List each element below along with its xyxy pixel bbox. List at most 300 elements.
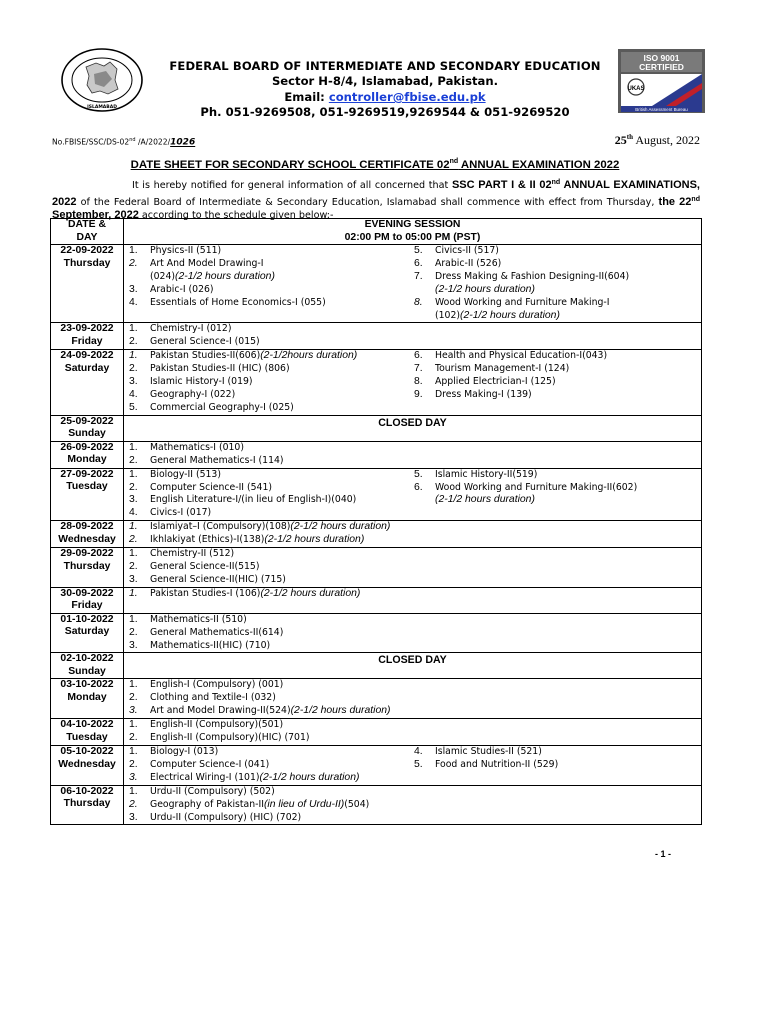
subject-name: (024) bbox=[150, 270, 175, 282]
session-header-line-1: EVENING SESSION bbox=[364, 219, 461, 230]
exam-entry bbox=[124, 548, 409, 561]
entry-text bbox=[150, 534, 409, 547]
entry-number: 2. bbox=[129, 758, 138, 770]
subject-name: Biology-II (513) bbox=[150, 468, 221, 480]
subjects-right-column bbox=[409, 442, 701, 468]
exam-entry bbox=[124, 574, 409, 587]
subjects-columns bbox=[124, 350, 701, 415]
subjects-cell bbox=[124, 587, 702, 613]
exam-day: Wednesday bbox=[58, 758, 116, 770]
entry-text bbox=[150, 614, 409, 627]
exam-day: Saturday bbox=[64, 362, 110, 374]
entry-text bbox=[150, 455, 409, 468]
date-sheet-table bbox=[50, 218, 702, 825]
exam-entry bbox=[124, 719, 409, 732]
entry-text bbox=[150, 719, 409, 732]
intro-bold-3-sup: nd bbox=[691, 195, 700, 203]
subjects-columns bbox=[124, 679, 701, 718]
entry-number: 3. bbox=[129, 494, 138, 506]
subjects-cell bbox=[124, 719, 702, 746]
subjects-cell bbox=[124, 613, 702, 653]
entry-text bbox=[435, 482, 701, 495]
subjects-columns bbox=[124, 323, 701, 349]
exam-entry bbox=[409, 258, 701, 271]
entry-number: 3. bbox=[129, 376, 138, 388]
entry-number: 3. bbox=[129, 771, 138, 783]
exam-day: Tuesday bbox=[66, 731, 108, 743]
exam-date: 05-10-2022 bbox=[60, 746, 114, 757]
entry-text bbox=[150, 746, 409, 759]
date-cell bbox=[51, 548, 124, 588]
subjects-columns bbox=[124, 442, 701, 468]
subject-name: Islamic History-II(519) bbox=[435, 468, 538, 480]
exam-entry bbox=[124, 271, 409, 284]
exam-entry bbox=[124, 746, 409, 759]
exam-entry bbox=[124, 402, 409, 415]
entry-text bbox=[150, 679, 409, 692]
entry-text bbox=[150, 772, 409, 785]
iso-footer-text: British Assessment Bureau bbox=[635, 107, 688, 112]
exam-entry bbox=[124, 732, 409, 745]
entry-number: 4. bbox=[129, 296, 138, 308]
entry-text bbox=[150, 297, 409, 310]
entry-text bbox=[150, 588, 409, 601]
entry-number: 1. bbox=[129, 719, 138, 731]
subject-name: Arabic-II (526) bbox=[435, 257, 502, 269]
table-row bbox=[51, 746, 702, 786]
duration-note: (2-1/2 hours duration) bbox=[290, 521, 391, 533]
entry-text bbox=[435, 376, 701, 389]
entry-text bbox=[150, 389, 409, 402]
entry-number: 2. bbox=[129, 257, 138, 269]
subjects-cell bbox=[124, 785, 702, 825]
exam-entry bbox=[409, 350, 701, 363]
subject-name: Dress Making & Fashion Designing-II(604) bbox=[435, 270, 630, 282]
subject-name: Art and Model Drawing-II(524) bbox=[150, 705, 291, 717]
date-cell bbox=[51, 415, 124, 441]
org-email-line bbox=[150, 90, 620, 104]
subject-name: English Literature-I/(in lieu of English-I)(040) bbox=[150, 494, 357, 506]
subjects-left-column bbox=[124, 323, 409, 349]
subjects-left-column bbox=[124, 521, 409, 547]
entry-text bbox=[150, 548, 409, 561]
subject-name: Urdu-II (Compulsory) (HIC) (702) bbox=[150, 811, 302, 823]
exam-entry bbox=[124, 350, 409, 363]
entry-text bbox=[150, 284, 409, 297]
subjects-right-column bbox=[409, 588, 701, 601]
entry-text bbox=[150, 627, 409, 640]
entry-text bbox=[435, 389, 701, 402]
subject-name: Mathematics-II(HIC) (710) bbox=[150, 639, 271, 651]
entry-text bbox=[150, 521, 409, 534]
exam-entry bbox=[124, 521, 409, 534]
exam-entry bbox=[409, 245, 701, 258]
date-cell bbox=[51, 441, 124, 468]
subjects-columns bbox=[124, 786, 701, 825]
entry-text bbox=[150, 442, 409, 455]
exam-entry bbox=[124, 692, 409, 705]
subject-name: General Mathematics-I (114) bbox=[150, 454, 284, 466]
date-header-line-1: DATE & bbox=[68, 219, 106, 230]
duration-note: (2-1/2 hours duration) bbox=[460, 309, 560, 321]
entry-text bbox=[435, 469, 701, 482]
entry-text bbox=[150, 363, 409, 376]
exam-day: Tuesday bbox=[66, 481, 108, 493]
subjects-left-column bbox=[124, 442, 409, 468]
exam-entry bbox=[124, 614, 409, 627]
exam-entry bbox=[124, 442, 409, 455]
subject-name: Computer Science-II (541) bbox=[150, 481, 273, 493]
exam-entry bbox=[124, 705, 409, 718]
subjects-columns bbox=[124, 245, 701, 322]
subject-name: General Science-II(515) bbox=[150, 560, 260, 572]
exam-date: 26-09-2022 bbox=[60, 441, 114, 453]
exam-entry bbox=[124, 507, 409, 520]
exam-date: 24-09-2022 bbox=[60, 350, 114, 362]
entry-text bbox=[435, 494, 701, 507]
subjects-right-column bbox=[409, 679, 701, 718]
date-cell bbox=[51, 746, 124, 786]
duration-note: (2-1/2 hours duration) bbox=[290, 705, 391, 717]
subject-name: Islamic Studies-II (521) bbox=[435, 746, 542, 757]
org-address: Sector H-8/4, Islamabad, Pakistan. bbox=[271, 74, 499, 88]
subjects-right-column bbox=[409, 245, 701, 322]
entry-number bbox=[409, 494, 435, 507]
entry-text bbox=[150, 507, 409, 520]
entry-number: 6. bbox=[414, 350, 423, 362]
entry-number bbox=[409, 310, 435, 323]
document-title bbox=[50, 158, 700, 171]
subjects-cell bbox=[124, 521, 702, 548]
exam-day: Friday bbox=[71, 600, 103, 612]
exam-date: 30-09-2022 bbox=[60, 587, 114, 599]
subjects-cell bbox=[124, 468, 702, 521]
entry-number: 1. bbox=[129, 587, 138, 599]
exam-date: 02-10-2022 bbox=[60, 653, 114, 665]
exam-day: Wednesday bbox=[58, 533, 116, 545]
exam-entry bbox=[124, 323, 409, 336]
subject-name: Computer Science-I (041) bbox=[150, 758, 270, 770]
exam-entry bbox=[124, 284, 409, 297]
subjects-right-column bbox=[409, 719, 701, 745]
entry-number: 1. bbox=[129, 245, 138, 256]
subject-name: Electrical Wiring-I (101) bbox=[150, 771, 260, 783]
exam-entry bbox=[124, 561, 409, 574]
intro-text-3: according to the schedule given below:- bbox=[138, 210, 334, 222]
email-link[interactable]: controller@fbise.edu.pk bbox=[328, 90, 486, 104]
closed-day-cell: CLOSED DAY bbox=[124, 653, 702, 679]
entry-number bbox=[409, 284, 435, 297]
entry-text bbox=[435, 245, 701, 258]
exam-entry bbox=[124, 336, 409, 349]
exam-entry bbox=[409, 363, 701, 376]
exam-day: Monday bbox=[67, 691, 107, 703]
exam-date: 22-09-2022 bbox=[60, 245, 114, 256]
entry-text bbox=[150, 561, 409, 574]
entry-number: 2. bbox=[129, 732, 138, 744]
entry-number: 2. bbox=[129, 481, 138, 493]
exam-date: 04-10-2022 bbox=[60, 719, 114, 731]
subjects-columns bbox=[124, 469, 701, 521]
entry-number: 2. bbox=[129, 363, 138, 375]
subject-name: Geography-I (022) bbox=[150, 388, 236, 400]
duration-note: (2-1/2 hours duration) bbox=[435, 283, 535, 295]
entry-number: 2. bbox=[129, 798, 138, 810]
exam-day: Sunday bbox=[68, 665, 106, 677]
reference-number bbox=[52, 137, 195, 148]
exam-date: 06-10-2022 bbox=[60, 785, 114, 797]
duration-note: (2-1/2 hours duration) bbox=[435, 494, 535, 506]
subject-name: Islamiyat–I (Compulsory)(108) bbox=[150, 521, 291, 533]
email-label: Email: bbox=[284, 90, 329, 104]
exam-entry bbox=[124, 799, 409, 812]
entry-number: 4. bbox=[129, 388, 138, 400]
date-cell bbox=[51, 323, 124, 350]
table-row bbox=[51, 785, 702, 825]
duration-note: (2-1/2 hours duration) bbox=[259, 771, 360, 783]
page-number: - 1 - bbox=[655, 849, 672, 859]
intro-bold-4: September, 2022 bbox=[52, 209, 139, 222]
subjects-right-column bbox=[409, 469, 701, 521]
table-row bbox=[51, 441, 702, 468]
exam-entry bbox=[124, 640, 409, 653]
subject-name: Clothing and Textile-I (032) bbox=[150, 692, 276, 704]
org-name: FEDERAL BOARD OF INTERMEDIATE AND SECONDARY EDUCATION bbox=[169, 59, 601, 73]
entry-number: 7. bbox=[414, 363, 423, 375]
subjects-left-column bbox=[124, 614, 409, 653]
subject-name: Geography of Pakistan-II bbox=[150, 798, 264, 810]
session-header bbox=[124, 219, 702, 245]
subjects-left-column bbox=[124, 548, 409, 587]
entry-number: 5. bbox=[414, 468, 423, 480]
entry-text bbox=[150, 323, 409, 336]
intro-text-2: of the Federal Board of Intermediate & Secondary Education, Islamabad shall commence with effect from Thursday, bbox=[76, 196, 659, 208]
subjects-cell bbox=[124, 441, 702, 468]
entry-number: 4. bbox=[129, 507, 138, 519]
exam-entry bbox=[124, 455, 409, 468]
date-cell bbox=[51, 679, 124, 719]
table-row bbox=[51, 521, 702, 548]
subject-name: Civics-I (017) bbox=[150, 507, 212, 519]
exam-entry bbox=[409, 469, 701, 482]
exam-entry bbox=[409, 746, 701, 759]
subjects-cell bbox=[124, 323, 702, 350]
subject-name: Art And Model Drawing-I bbox=[150, 257, 264, 269]
entry-text bbox=[435, 258, 701, 271]
entry-number: 2. bbox=[129, 626, 138, 638]
iso-text-1: ISO 9001 bbox=[643, 53, 680, 63]
exam-entry bbox=[124, 389, 409, 402]
subject-name: Tourism Management-I (124) bbox=[435, 363, 570, 375]
fbise-logo bbox=[60, 47, 144, 113]
exam-entry bbox=[124, 494, 409, 507]
entry-text bbox=[150, 786, 409, 799]
exam-entry bbox=[124, 772, 409, 785]
subjects-cell bbox=[124, 679, 702, 719]
exam-entry bbox=[409, 389, 701, 402]
exam-entry bbox=[409, 759, 701, 772]
subjects-cell bbox=[124, 245, 702, 323]
subject-code: (504) bbox=[344, 798, 370, 810]
entry-number: 1. bbox=[129, 350, 138, 362]
entry-number: 3. bbox=[129, 283, 138, 295]
iso-certified-badge bbox=[618, 49, 705, 113]
subjects-right-column bbox=[409, 350, 701, 415]
subject-name: General Science-I (015) bbox=[150, 336, 260, 348]
subjects-right-column bbox=[409, 548, 701, 587]
entry-text bbox=[150, 402, 409, 415]
subjects-right-column bbox=[409, 521, 701, 547]
subjects-columns bbox=[124, 588, 701, 601]
entry-number: 3. bbox=[129, 811, 138, 823]
exam-entry bbox=[409, 297, 701, 310]
subject-name: Civics-II (517) bbox=[435, 245, 499, 256]
entry-text bbox=[150, 692, 409, 705]
entry-number: 3. bbox=[129, 639, 138, 651]
subjects-left-column bbox=[124, 588, 409, 601]
duration-note: (2-1/2 hours duration) bbox=[264, 534, 365, 546]
exam-entry bbox=[409, 271, 701, 284]
entry-number: 8. bbox=[414, 296, 423, 308]
entry-number: 5. bbox=[414, 245, 423, 256]
entry-text bbox=[150, 705, 409, 718]
table-row bbox=[51, 245, 702, 323]
entry-text bbox=[150, 376, 409, 389]
entry-number: 7. bbox=[414, 270, 423, 282]
entry-number: 1. bbox=[129, 785, 138, 797]
date-cell bbox=[51, 653, 124, 679]
entry-text bbox=[150, 271, 409, 284]
date-cell bbox=[51, 613, 124, 653]
exam-entry bbox=[409, 284, 701, 297]
exam-entry bbox=[124, 679, 409, 692]
duration-note: (2-1/2hours duration) bbox=[260, 350, 358, 362]
subjects-right-column bbox=[409, 746, 701, 785]
subjects-left-column bbox=[124, 679, 409, 718]
subjects-cell bbox=[124, 350, 702, 416]
entry-text bbox=[150, 336, 409, 349]
subject-name: Applied Electrician-I (125) bbox=[435, 376, 556, 388]
exam-date: 25-09-2022 bbox=[60, 415, 114, 427]
subject-name: Urdu-II (Compulsory) (502) bbox=[150, 785, 275, 797]
entry-text bbox=[150, 799, 409, 812]
date-cell bbox=[51, 719, 124, 746]
svg-text:ISLAMABAD: ISLAMABAD bbox=[87, 105, 117, 110]
subjects-columns bbox=[124, 548, 701, 587]
exam-entry bbox=[409, 310, 701, 323]
entry-text bbox=[150, 258, 409, 271]
subject-name: English-I (Compulsory) (001) bbox=[150, 679, 284, 691]
title-sup: nd bbox=[449, 158, 459, 165]
subject-name: Health and Physical Education-I(043) bbox=[435, 350, 608, 362]
duration-note: (2-1/2 hours duration) bbox=[260, 587, 361, 599]
date-rest: August, 2022 bbox=[632, 133, 700, 147]
date-cell bbox=[51, 245, 124, 323]
entry-text bbox=[435, 284, 701, 297]
subject-name: Arabic-I (026) bbox=[150, 283, 214, 295]
entry-text bbox=[435, 746, 701, 759]
exam-entry bbox=[124, 534, 409, 547]
date-day-header bbox=[51, 219, 124, 245]
intro-bold-1-sup: nd bbox=[551, 179, 561, 186]
table-row bbox=[51, 350, 702, 416]
entry-text bbox=[435, 759, 701, 772]
ref-prefix: No.FBISE/SSC/DS-02 bbox=[52, 137, 130, 147]
subjects-columns bbox=[124, 521, 701, 547]
subject-name: Islamic History-I (019) bbox=[150, 376, 253, 388]
date-cell bbox=[51, 468, 124, 521]
entry-number: 1. bbox=[129, 679, 138, 691]
entry-number: 8. bbox=[414, 376, 423, 388]
subject-name: Essentials of Home Economics-I (055) bbox=[150, 296, 326, 308]
exam-date: 03-10-2022 bbox=[60, 679, 114, 691]
exam-day: Monday bbox=[67, 454, 107, 466]
entry-text bbox=[435, 363, 701, 376]
table-row bbox=[51, 679, 702, 719]
exam-day: Thursday bbox=[63, 257, 111, 269]
exam-day: Saturday bbox=[64, 626, 110, 638]
entry-text bbox=[150, 812, 409, 825]
table-row bbox=[51, 415, 702, 441]
entry-text bbox=[435, 310, 701, 323]
subject-name: Physics-II (511) bbox=[150, 245, 222, 256]
exam-date: 23-09-2022 bbox=[60, 323, 114, 335]
date-cell bbox=[51, 587, 124, 613]
intro-bold-3: the 22 bbox=[658, 195, 692, 208]
entry-text bbox=[150, 245, 409, 258]
exam-entry bbox=[124, 363, 409, 376]
table-row bbox=[51, 468, 702, 521]
exam-date: 29-09-2022 bbox=[60, 548, 114, 560]
date-sheet-body bbox=[51, 219, 702, 825]
entry-number: 2. bbox=[129, 692, 138, 704]
exam-entry bbox=[124, 376, 409, 389]
subjects-right-column bbox=[409, 323, 701, 349]
exam-entry bbox=[124, 469, 409, 482]
exam-entry bbox=[124, 245, 409, 258]
entry-number: 2. bbox=[129, 534, 138, 546]
table-row bbox=[51, 613, 702, 653]
subjects-left-column bbox=[124, 350, 409, 415]
entry-text bbox=[150, 640, 409, 653]
entry-text bbox=[150, 469, 409, 482]
entry-text bbox=[435, 297, 701, 310]
intro-bold-2: ANNUAL EXAMINATIONS, 2022 bbox=[52, 179, 700, 208]
exam-day: Sunday bbox=[68, 428, 106, 440]
date-sup: th bbox=[626, 133, 633, 141]
subjects-left-column bbox=[124, 469, 409, 521]
iso-text-2: CERTIFIED bbox=[639, 62, 684, 72]
subject-name: Chemistry-I (012) bbox=[150, 323, 232, 335]
exam-day: Thursday bbox=[63, 798, 111, 810]
subjects-right-column bbox=[409, 614, 701, 653]
exam-entry bbox=[124, 297, 409, 310]
exam-entry bbox=[409, 482, 701, 495]
subject-name: Mathematics-II (510) bbox=[150, 613, 247, 625]
title-post: ANNUAL EXAMINATION 2022 bbox=[458, 158, 620, 171]
entry-text bbox=[150, 732, 409, 745]
entry-number: 3. bbox=[129, 573, 138, 585]
subject-name: Chemistry-II (512) bbox=[150, 548, 235, 560]
entry-number: 1. bbox=[129, 613, 138, 625]
subjects-right-column bbox=[409, 786, 701, 825]
subject-name: Dress Making-I (139) bbox=[435, 388, 532, 400]
subjects-left-column bbox=[124, 786, 409, 825]
date-cell bbox=[51, 785, 124, 825]
exam-entry bbox=[409, 494, 701, 507]
exam-date: 01-10-2022 bbox=[60, 613, 114, 625]
entry-text bbox=[150, 350, 409, 363]
